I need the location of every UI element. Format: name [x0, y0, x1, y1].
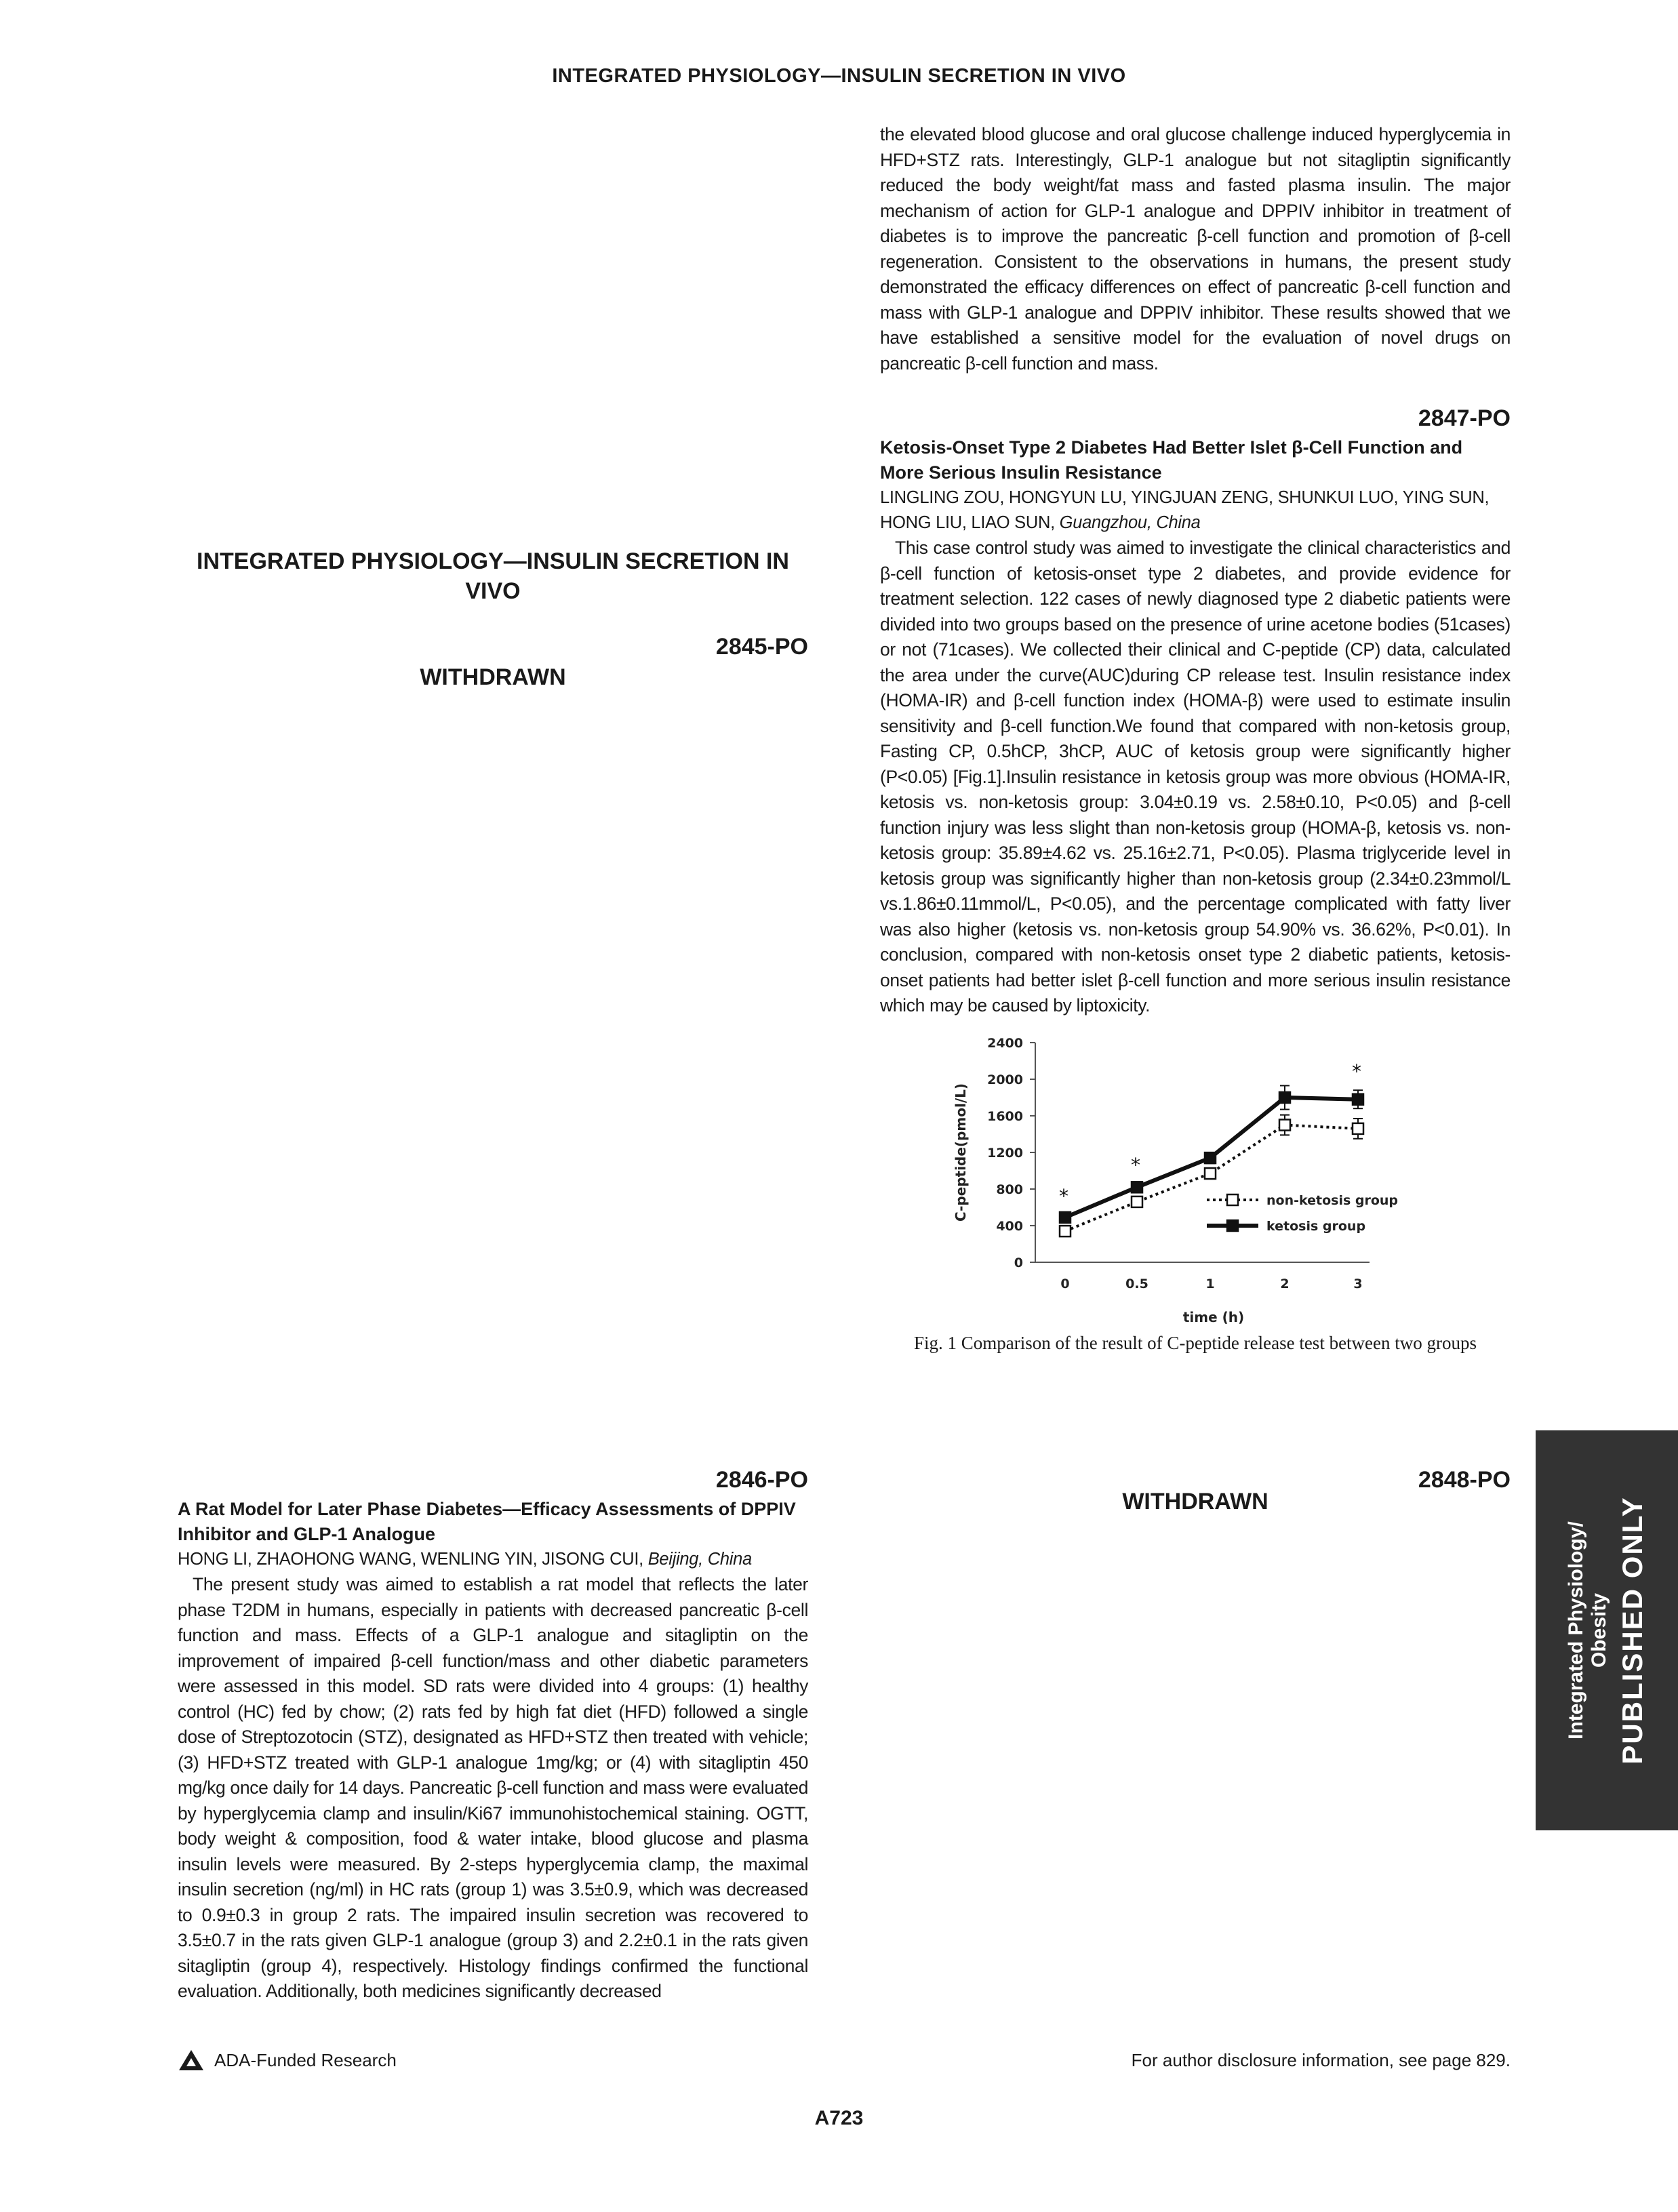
y-axis-title: C-peptide(pmol/L) [953, 1083, 969, 1222]
data-point-marker [1060, 1212, 1071, 1223]
y-tick-label: 800 [996, 1182, 1023, 1197]
x-tick-label: 0 [1060, 1276, 1070, 1291]
data-point-marker [1060, 1226, 1071, 1236]
data-point-marker [1132, 1182, 1142, 1192]
abstract-body-2847: This case control study was aimed to investigate the clinical characteristics and β-cell function of ketosis-onset type 2 diabetes, and provide evidence for treatment selection. 122 cases of newly diagnosed type 2 diabetic patients were divided into two groups based on the presence of urine acetone bodies (51cases) or not (71cases). We collected their clinical and C-peptide (CP) data, calculated the area under the curve(AUC)during CP release test. Insulin resistance index (HOMA-IR) and β-cell function index (HOMA-β) were used to estimate insulin sensitivity and β-cell function.We found that compared with non-ketosis group, Fasting CP, 0.5hCP, 3hCP, AUC of ketosis group were significantly higher (P<0.05) [Fig.1].Insulin resistance in ketosis group was more obvious (HOMA-IR, ketosis vs. non-ketosis group: 3.04±0.19 vs. 2.58±0.10, P<0.05) and β-cell function injury was less slight than non-ketosis group (HOMA-β, ketosis vs. non-ketosis group: 35.89±4.62 vs. 25.16±2.71, P<0.05). Plasma triglyceride level in ketosis group was significantly higher than non-ketosis group (2.34±0.23mmol/L vs.1.86±0.11mmol/L, P<0.05), and the percentage complicated with fatty liver was also higher (ketosis vs. non-ketosis group 54.90% vs. 36.62%, P<0.01). In conclusion, compared with non-ketosis onset type 2 diabetic patients, ketosis-onset patients had better islet β-cell function and more serious insulin resistance which may be caused by liptoxicity. [880, 538, 1511, 1015]
significance-asterisk: * [1131, 1153, 1140, 1176]
data-point-marker [1279, 1120, 1290, 1131]
y-tick-label: 1600 [987, 1109, 1023, 1124]
y-tick-label: 2400 [987, 1036, 1023, 1051]
abstract-authors-2847: LINGLING ZOU, HONGYUN LU, YINGJUAN ZENG, SHUNKUI LUO, YING SUN, HONG LIU, LIAO SUN, Guangzhou, China [880, 488, 1490, 532]
abstract-number-2847: 2847-PO [1418, 405, 1511, 431]
y-tick-label: 1200 [987, 1146, 1023, 1161]
y-tick-label: 2000 [987, 1072, 1023, 1087]
abstract-body-2846: The present study was aimed to establish a rat model that reflects the later phase T2DM in humans, especially in patients with decreased pancreatic β-cell function and mass. Effects of a GLP-1 analogue and sitagliptin on the improvement of impaired β-cell function/mass and other diabetic parameters were assessed in this model. SD rats were divided into 4 groups: (1) healthy control (HC) fed by chow; (2) rats fed by high fat diet (HFD) followed a single dose of Streptozotocin (STZ), designated as HFD+STZ then treated with vehicle; (3) HFD+STZ treated with GLP-1 analogue 1mg/kg; or (4) with sitagliptin 450 mg/kg once daily for 14 days. Pancreatic β-cell function and mass were evaluated by hyperglycemia clamp and insulin/Ki67 immunohistochemical staining. OGTT, body weight & composition, food & water intake, blood glucose and plasma insulin levels were measured. By 2-steps hyperglycemia clamp, the maximal insulin secretion (ng/ml) in HC rats (group 1) was 3.5±0.9, which was decreased to 0.9±0.3 in group 2 rats. The impaired insulin secretion was recovered to 3.5±0.7 in the rats given GLP-1 analogue (group 3) and 2.2±0.1 in the rats given sitagliptin (group 4), respectively. Histology findings confirmed the functional evaluation. Additionally, both medicines significantly decreased [178, 1574, 808, 2001]
y-tick-label: 400 [996, 1219, 1023, 1234]
figure-caption: Fig. 1 Comparison of the result of C-peptide release test between two groups [913, 1333, 1477, 1353]
significance-asterisk: * [1059, 1184, 1068, 1207]
side-tab-published-only: PUBLISHED ONLY [1616, 1496, 1648, 1765]
legend-marker-non-ketosis [1227, 1194, 1238, 1205]
abstract-number-2846: 2846-PO [715, 1467, 808, 1493]
x-tick-label: 1 [1205, 1276, 1215, 1291]
withdrawn-label-2845: WITHDRAWN [420, 664, 566, 690]
x-axis-title: time (h) [1182, 1309, 1245, 1325]
abstract-title-2846: A Rat Model for Later Phase Diabetes—Efficacy Assessments of DPPIV Inhibitor and GLP-1 Analogue [178, 1499, 796, 1544]
x-tick-label: 2 [1280, 1276, 1290, 1291]
page-number: A723 [814, 2107, 864, 2129]
section-side-tab [1536, 1430, 1678, 1830]
footer-disclosure: For author disclosure information, see page 829. [1131, 2050, 1511, 2070]
c-peptide-chart [936, 1018, 1464, 1330]
data-point-marker [1132, 1197, 1142, 1207]
footer-funded-text: ADA-Funded Research [214, 2049, 397, 2070]
x-tick-label: 0.5 [1125, 1276, 1148, 1291]
side-tab-line2: Obesity [1588, 1592, 1610, 1668]
abstract-number-2848: 2848-PO [1418, 1467, 1511, 1493]
data-point-marker [1279, 1092, 1290, 1103]
continuation-text: the elevated blood glucose and oral glucose challenge induced hyperglycemia in HFD+STZ rats. Interestingly, GLP-1 analogue but not sitagliptin significantly reduced the body weight/fat mass and fasted plasma insulin. The major mechanism of action for GLP-1 analogue and DPPIV inhibitor in treatment of diabetes is to improve the pancreatic β-cell function and promotion of β-cell regeneration. Consistent to the observations in humans, the present study demonstrated the efficacy differences on effect of pancreatic β-cell function and mass with GLP-1 analogue and DPPIV inhibitor. These results showed that we have established a sensitive model for the evaluation of novel drugs on pancreatic β-cell function and mass. [880, 124, 1511, 374]
legend-label-non-ketosis: non-ketosis group [1266, 1193, 1399, 1208]
abstract-authors-2846: HONG LI, ZHAOHONG WANG, WENLING YIN, JISONG CUI, Beijing, China [178, 1550, 752, 1569]
significance-asterisk: * [1352, 1060, 1361, 1083]
ada-logo-icon [178, 2049, 205, 2072]
legend-marker-ketosis [1227, 1220, 1238, 1231]
data-point-marker [1205, 1152, 1216, 1163]
running-header: INTEGRATED PHYSIOLOGY—INSULIN SECRETION IN VIVO [552, 65, 1126, 87]
x-tick-label: 3 [1353, 1276, 1363, 1291]
side-tab-line1: Integrated Physiology/ [1565, 1521, 1587, 1740]
footer-funded [178, 2049, 397, 2072]
withdrawn-label-2848: WITHDRAWN [1122, 1489, 1269, 1514]
y-tick-label: 0 [1014, 1255, 1023, 1270]
data-point-marker [1205, 1168, 1216, 1179]
data-point-marker [1353, 1094, 1363, 1105]
abstract-2847 [880, 435, 1511, 1019]
abstract-number-2845: 2845-PO [715, 634, 808, 660]
abstract-2846 [178, 1497, 808, 2005]
legend-label-ketosis: ketosis group [1266, 1219, 1366, 1234]
section-title: INTEGRATED PHYSIOLOGY—INSULIN SECRETION IN VIVO [197, 548, 789, 604]
abstract-title-2847: Ketosis-Onset Type 2 Diabetes Had Better Islet β-Cell Function and More Serious Insulin Resistance [880, 437, 1463, 483]
data-point-marker [1353, 1123, 1363, 1134]
